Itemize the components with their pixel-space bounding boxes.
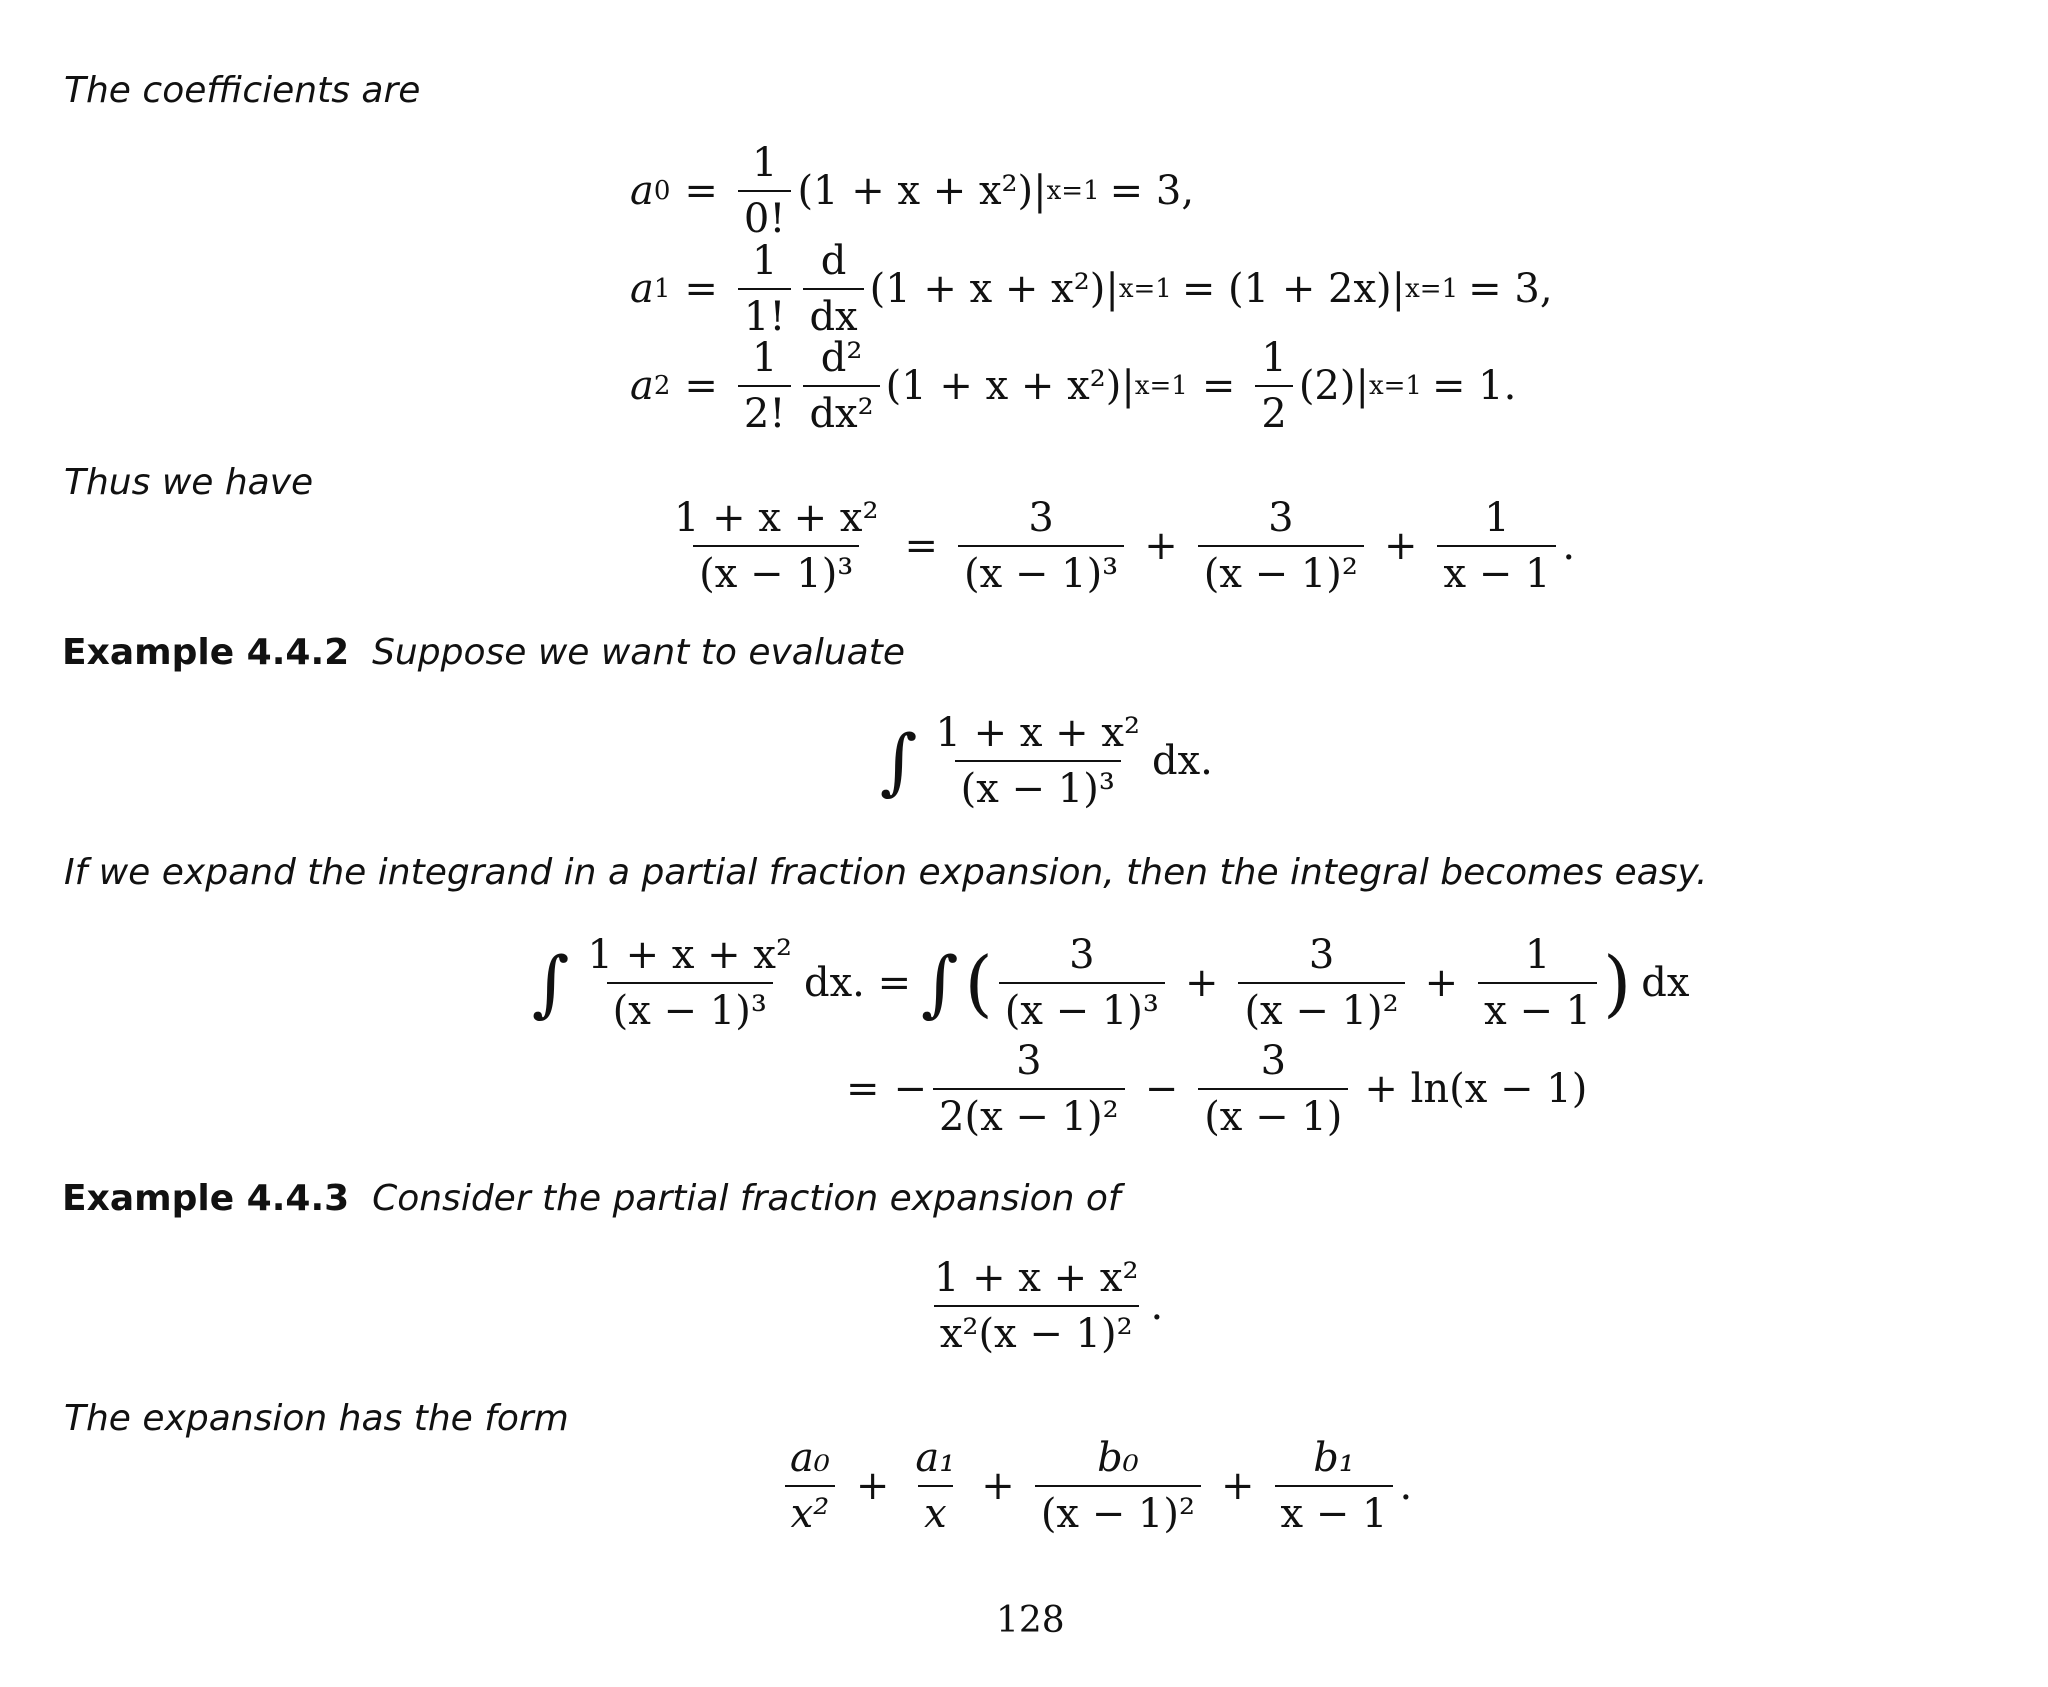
fraction-3: $\frac{\text{1 + x + x²}}{\text{x²(x − 1)²}}$ . (934, 1255, 1164, 1357)
form-text: The expansion has the form (64, 1398, 569, 1439)
expand-text: If we expand the integrand in a partial fraction expansion, then the integral becomes easy. (64, 852, 1708, 893)
integral-1: ∫ $\frac{\text{1 + x + x²}}{\text{(x − 1)³}}$ dx. (880, 710, 1213, 812)
example-4-4-2: Example 4.4.2 Suppose we want to evaluate (62, 632, 905, 673)
intro-text: The coefficients are (64, 70, 421, 111)
coeff-a1: a 1 = $\frac{1}{1!}$ $\frac{d}{dx}$ (1 + x + x²)| x=1 = (1 + 2x)| x=1 = 3, (630, 238, 1553, 340)
integral-2-line-2: = − $\frac{3}{\text{2(x − 1)²}}$ − $\frac{3}{(x - 1)}$ + ln(x − 1) (846, 1038, 1588, 1140)
example-4-4-3: Example 4.4.3 Consider the partial fraction expansion of (62, 1178, 1121, 1219)
thus-equation: $\frac{\text{1 + x + x²}}{\text{(x − 1)³}}$ = $\frac{3}{\text{(x − 1)³}}$ + $\frac{3}{\text{(x − 1)²}}$ + $\frac{1}{x - 1}$ . (674, 495, 1576, 597)
form-equation: $\frac{\text{a₀}}{\text{x²}}$ + $\frac{\text{a₁}}{x}$ + $\frac{\text{b₀}}{\text{(x − 1)²}}$ + $\frac{\text{b₁}}{x - 1}$ . (778, 1435, 1412, 1537)
integral-2-line-1: ∫ $\frac{\text{1 + x + x²}}{\text{(x − 1)³}}$ dx. = ∫ ( $\frac{3}{\text{(x − 1)³}}$ + $\frac{3}{\text{(x − 1)²}}$ + $\frac{1}{x - 1}$ ) dx (532, 932, 1690, 1034)
thus-text: Thus we have (64, 462, 314, 503)
coeff-a2: a 2 = $\frac{1}{2!}$ $\frac{\text{d²}}{\text{dx²}}$ (1 + x + x²)| x=1 = $\frac{1}{2}$ (2)| x=1 = 1. (630, 335, 1517, 437)
coeff-a0: a 0 = $\frac{1}{0!}$ (1 + x + x²)| x=1 = 3, (630, 140, 1195, 242)
page-number: 128 (996, 1600, 1065, 1641)
